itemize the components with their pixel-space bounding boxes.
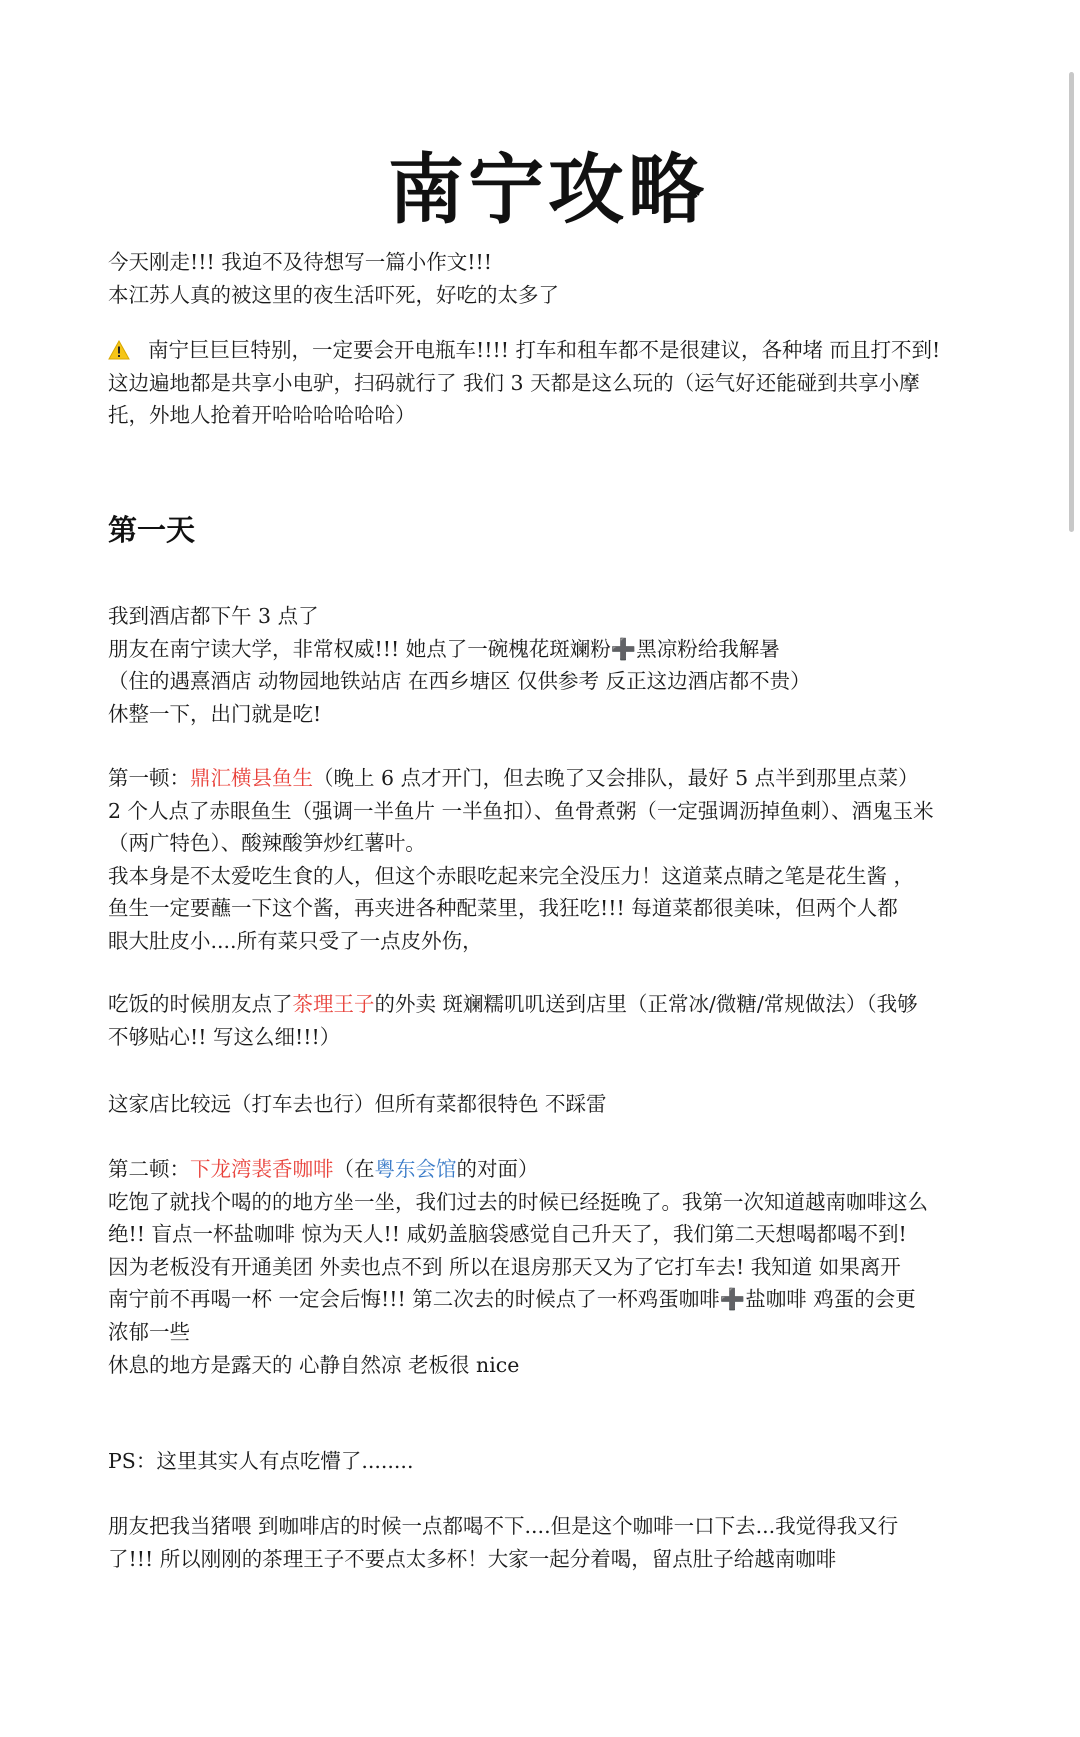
note-line: 这家店比较远（打车去也行）但所有菜都很特色 不踩雷 xyxy=(108,1092,607,1116)
landmark-link[interactable]: 粤东会馆 xyxy=(374,1157,457,1181)
meal2-line: 南宁前不再喝一杯 一定会后悔!!! 第二次去的时候点了一杯鸡蛋咖啡➕盐咖啡 鸡蛋的会更 xyxy=(108,1287,916,1312)
arrival-line: 朋友在南宁读大学，非常权威!!! 她点了一碗槐花斑斓粉➕黑凉粉给我解暑 xyxy=(108,636,780,661)
meal1-paragraph xyxy=(108,762,988,958)
meal1-line: 我本身是不太爱吃生食的人，但这个赤眼吃起来完全没压力！这道菜点睛之笔是花生酱 ， xyxy=(108,863,915,888)
warning-paragraph xyxy=(108,334,988,432)
meal2-line: 因为老板没有开通美团 外卖也点不到 所以在退房那天又为了它打车去! 我知道 如果离开 xyxy=(108,1254,901,1279)
ps-paragraph xyxy=(108,1445,988,1478)
arrival-line: （住的遇熹酒店 动物园地铁站店 在西乡塘区 仅供参考 反正这边酒店都不贵） xyxy=(108,669,811,694)
meal1-line: 鱼生一定要蘸一下这个酱，再夹进各种配菜里，我狂吃!!! 每道菜都很美味，但两个人都 xyxy=(108,896,898,921)
tea-line: 不够贴心!! 写这么细!!!） xyxy=(108,1024,341,1049)
meal2-mid: （在 xyxy=(333,1157,375,1181)
meal2-suffix: 的对面） xyxy=(456,1157,539,1181)
arrival-line: 休整一下，出门就是吃! xyxy=(108,701,322,726)
tea-line xyxy=(108,988,988,1021)
note-paragraph xyxy=(108,1088,988,1121)
meal1-line: 2 个人点了赤眼鱼生（强调一半鱼片 一半鱼扣）、鱼骨煮粥（一定强调沥掉鱼刺）、酒鬼玉米 xyxy=(108,798,934,823)
scrollbar[interactable] xyxy=(1069,72,1074,532)
tea-prefix: 吃饭的时候朋友点了 xyxy=(108,992,293,1016)
warning-line: 这边遍地都是共享小电驴，扫码就行了 我们 3 天都是这么玩的（运气好还能碰到共享小摩 xyxy=(108,370,920,395)
warning-text: 南宁巨巨巨特别，一定要会开电瓶车!!!! 打车和租车都不是很建议，各种堵 而且打不到! xyxy=(148,338,941,362)
meal1-line xyxy=(108,762,988,795)
meal2-paragraph xyxy=(108,1153,988,1381)
arrival-line: 我到酒店都下午 3 点了 xyxy=(108,604,319,628)
cafe-name-link[interactable]: 下龙湾裴香咖啡 xyxy=(190,1157,334,1181)
warning-line xyxy=(108,334,988,367)
meal1-line: （两广特色）、酸辣酸笋炒红薯叶。 xyxy=(108,831,426,856)
tea-paragraph xyxy=(108,988,988,1053)
meal2-line: 绝!! 盲点一杯盐咖啡 惊为天人!! 咸奶盖脑袋感觉自己升天了，我们第二天想喝都喝不到! xyxy=(108,1222,907,1247)
meal2-line: 浓郁一些 xyxy=(108,1319,190,1344)
intro-paragraph xyxy=(108,246,988,311)
meal2-line xyxy=(108,1153,988,1186)
warning-line: 托，外地人抢着开哈哈哈哈哈哈） xyxy=(108,403,416,428)
meal2-line: 吃饱了就找个喝的的地方坐一坐，我们过去的时候已经挺晚了。我第一次知道越南咖啡这么 xyxy=(108,1189,928,1214)
ending-line: 了!!! 所以刚刚的茶理王子不要点太多杯！大家一起分着喝，留点肚子给越南咖啡 xyxy=(108,1546,837,1571)
restaurant-name-link[interactable]: 鼎汇横县鱼生 xyxy=(190,766,313,790)
meal2-prefix: 第二顿： xyxy=(108,1157,190,1181)
ps-line: PS：这里其实人有点吃懵了........ xyxy=(108,1449,414,1473)
arrival-paragraph xyxy=(108,600,988,730)
section-heading-day1: 第一天 xyxy=(108,513,196,547)
tea-suffix: 的外卖 斑斓糯叽叽送到店里（正常冰/微糖/常规做法）（我够 xyxy=(374,992,918,1016)
meal1-line: 眼大肚皮小....所有菜只受了一点皮外伤， xyxy=(108,928,483,953)
document-page xyxy=(108,0,988,1737)
page-title: 南宁攻略 xyxy=(388,145,708,234)
meal2-line: 休息的地方是露天的 心静自然凉 老板很 nice xyxy=(108,1352,520,1377)
meal1-suffix: （晚上 6 点才开门，但去晚了又会排队，最好 5 点半到那里点菜） xyxy=(313,766,919,790)
intro-line: 今天刚走!!! 我迫不及待想写一篇小作文!!! xyxy=(108,250,492,274)
ending-line: 朋友把我当猪喂 到咖啡店的时候一点都喝不下....但是这个咖啡一口下去...我觉得我又行 xyxy=(108,1514,899,1538)
meal1-prefix: 第一顿： xyxy=(108,766,190,790)
ending-paragraph xyxy=(108,1510,988,1575)
intro-line: 本江苏人真的被这里的夜生活吓死，好吃的太多了 xyxy=(108,282,559,307)
warning-icon xyxy=(108,337,130,357)
tea-shop-link[interactable]: 茶理王子 xyxy=(292,992,375,1016)
